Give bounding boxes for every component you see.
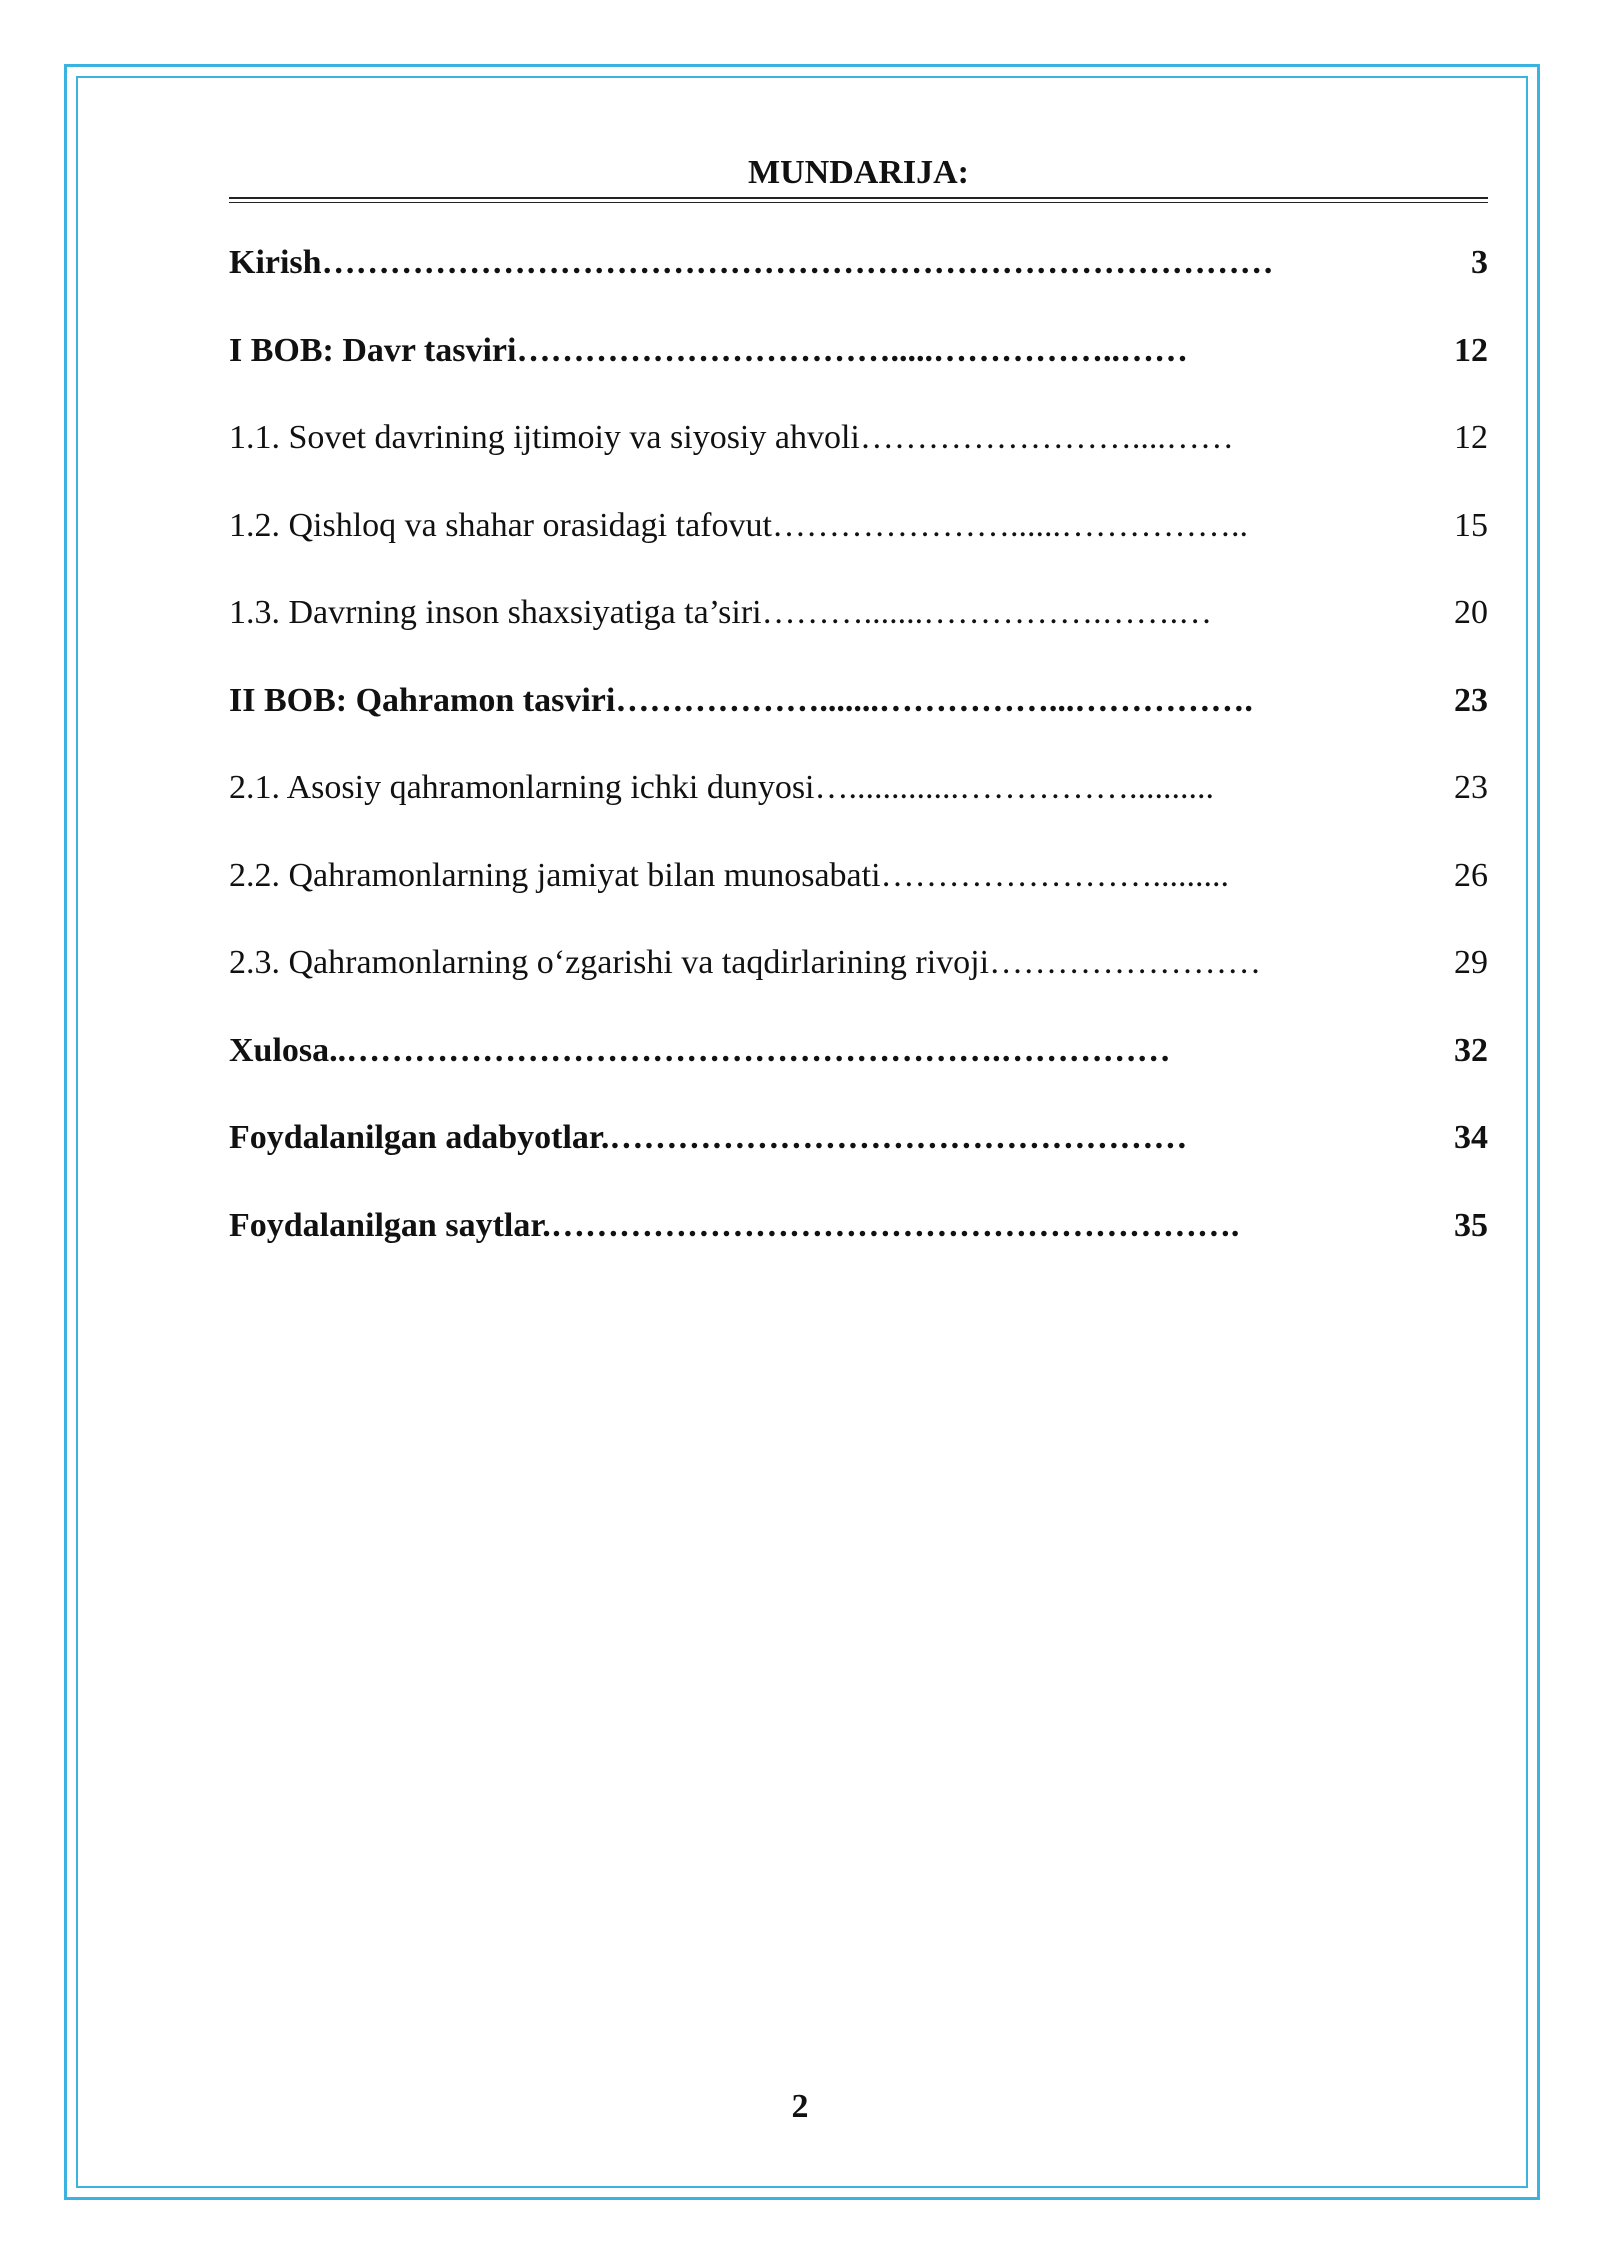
- toc-entry-chapter-1[interactable]: [229, 326, 1488, 414]
- toc-entry-leader: …………………………………………………….: [550, 1206, 1240, 1244]
- toc-entry-leader: ……….......…………….…….…: [761, 594, 1213, 631]
- toc-title: MUNDARIJA:: [748, 154, 969, 191]
- toc-entry-leader: ……………………………………………: [609, 1119, 1188, 1156]
- toc-entry-page: 34: [1454, 1119, 1488, 1156]
- toc-entry-page: 29: [1454, 944, 1488, 981]
- toc-entry-label: Kirish: [229, 244, 322, 281]
- toc-entry-label: 1.2. Qishloq va shahar orasidagi tafovut: [229, 506, 772, 544]
- toc-entry-leader: ….............……………..........: [814, 769, 1215, 806]
- toc-entry-saytlar[interactable]: [229, 1201, 1488, 1289]
- toc-entry-label: II BOB: Qahramon tasviri: [229, 681, 616, 719]
- toc-entry-label: 1.3. Davrning inson shaxsiyatiga ta’siri: [229, 594, 762, 631]
- toc-entry-label: Foydalanilgan saytlar.: [229, 1206, 551, 1244]
- toc-entry-label: Xulosa.: [229, 1031, 338, 1069]
- toc-entry-label: 2.2. Qahramonlarning jamiyat bilan munosabati: [229, 856, 881, 894]
- toc-entry-page: 23: [1454, 769, 1488, 806]
- toc-entry-label: 2.3. Qahramonlarning o‘zgarishi va taqdirlarining rivoji: [229, 944, 990, 981]
- toc-entry-section-1-2[interactable]: [229, 501, 1488, 589]
- toc-entry-page: 12: [1454, 419, 1488, 456]
- toc-entry-chapter-2[interactable]: [229, 676, 1488, 764]
- toc-entry-leader: ……………………....……: [859, 419, 1234, 456]
- toc-entry-label: 2.1. Asosiy qahramonlarning ichki dunyosi: [229, 769, 815, 806]
- toc-entry-leader: …………………......……………..: [771, 506, 1248, 544]
- toc-entry-kirish[interactable]: [229, 238, 1488, 326]
- toc-entry-page: 23: [1454, 681, 1488, 719]
- toc-entry-section-1-1[interactable]: [229, 413, 1488, 501]
- toc-entry-leader: …………………….........: [880, 856, 1230, 894]
- toc-entry-page: 32: [1454, 1031, 1488, 1069]
- toc-entry-leader: ……………………: [989, 944, 1262, 981]
- toc-entry-adabyotlar[interactable]: [229, 1113, 1488, 1201]
- toc-entry-leader: ……………….......……………...…………….: [615, 681, 1253, 719]
- toc-entry-leader: …………………………………………………………………………: [321, 244, 1274, 281]
- toc-entry-page: 15: [1454, 506, 1488, 544]
- toc-entry-label: 1.1. Sovet davrining ijtimoiy va siyosiy ahvoli: [229, 419, 860, 456]
- toc-entry-leader: .………………………………………………….……………: [337, 1031, 1171, 1069]
- toc-entry-section-2-2[interactable]: [229, 851, 1488, 939]
- toc-entry-section-2-3[interactable]: [229, 938, 1488, 1026]
- title-double-rule: [229, 197, 1488, 203]
- toc-entry-page: 3: [1471, 244, 1488, 281]
- toc-entry-label: I BOB: Davr tasviri: [229, 331, 517, 369]
- toc-entry-page: 12: [1454, 331, 1488, 369]
- table-of-contents: [229, 238, 1488, 1288]
- toc-entry-leader: …………………………….....……………..……: [516, 331, 1188, 369]
- toc-entry-section-2-1[interactable]: [229, 763, 1488, 851]
- toc-entry-section-1-3[interactable]: [229, 588, 1488, 676]
- toc-entry-page: 20: [1454, 594, 1488, 631]
- toc-entry-label: Foydalanilgan adabyotlar.: [229, 1119, 610, 1156]
- toc-entry-xulosa[interactable]: [229, 1026, 1488, 1114]
- toc-entry-page: 35: [1454, 1206, 1488, 1244]
- toc-entry-page: 26: [1454, 856, 1488, 894]
- page-number: 2: [791, 2088, 809, 2125]
